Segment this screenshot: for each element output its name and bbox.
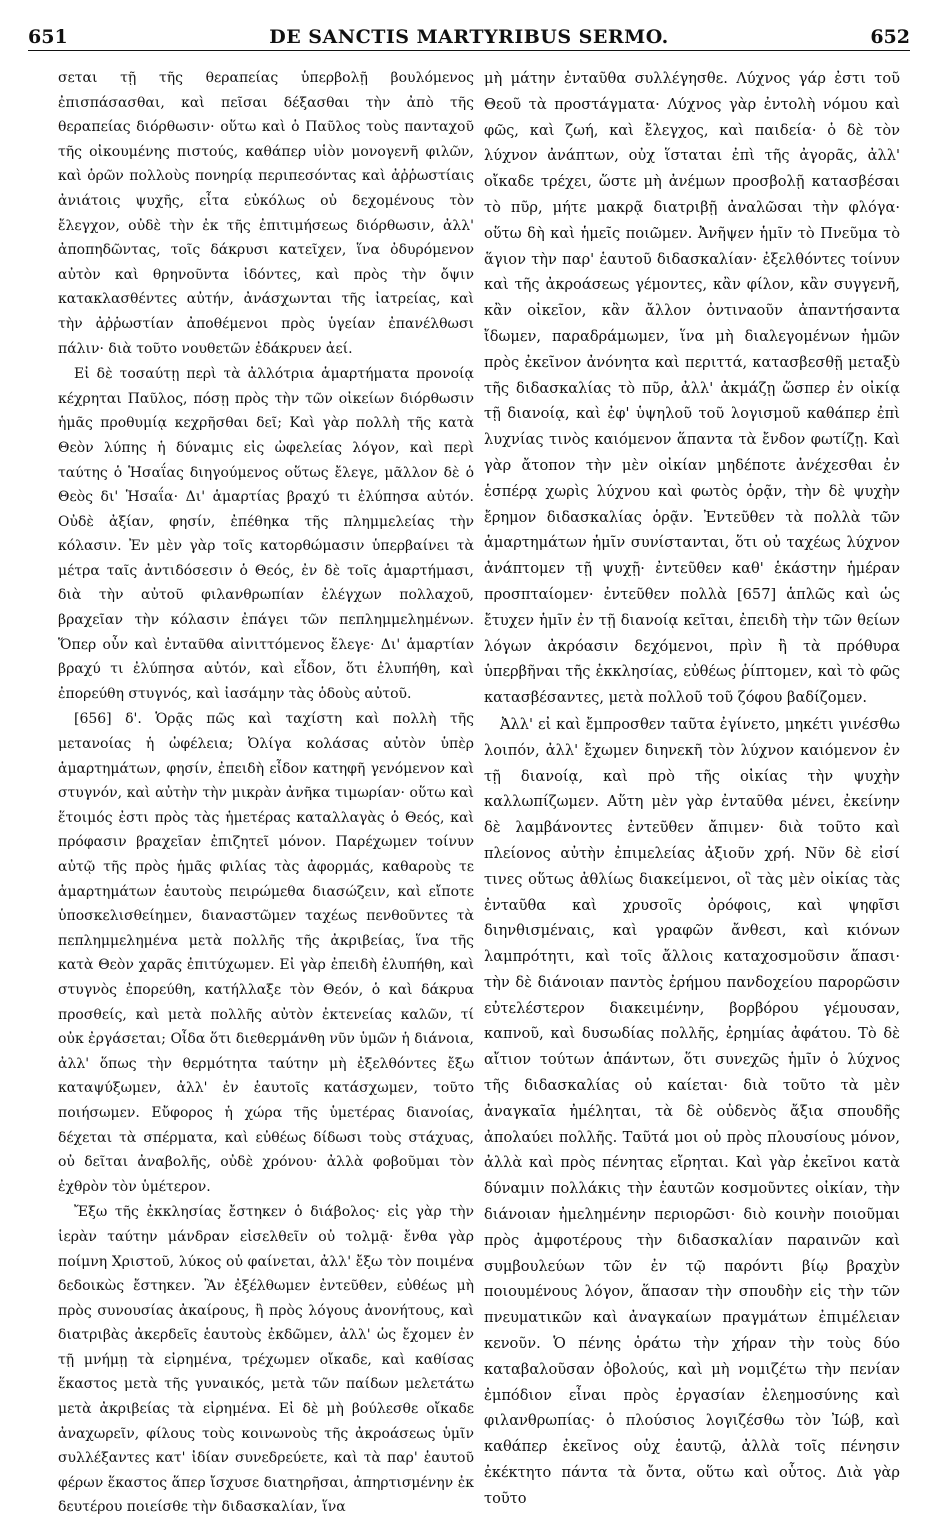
right-paragraph-1: μὴ μάτην ἐνταῦθα συλλέγησθε. Λύχνος γάρ ἐστι τοῦ Θεοῦ τὰ προστάγματα· Λύχνος γὰρ ἐντολὴ νόμου καὶ φῶς, καὶ ζωή, καὶ ἔλεγχος, καὶ παιδεία· ὁ δὲ τὸν λύχνον ἀνάπτων, οὐχ ἵσταται ἐπὶ τῆς ἀγορᾶς, ἀλλ' οἴκαδε τρέχει, ὥστε μὴ ἀνέμων προσβολῇ κατασβέσαι τὸ πῦρ, μήτε μακρᾷ διατριβῇ ἀναλῶσαι τὴν φλόγα· οὕτω δὴ καὶ ἡμεῖς ποιῶμεν. Ἀνῆψεν ἡμῖν τὸ Πνεῦμα τὸ ἅγιον τὴν παρ' ἑαυτοῦ διδασκαλίαν· ἐξελθόντες τοίνυν καὶ τῆς ἀκροάσεως γέμοντες, κἂν φίλον, κἂν συγγενῆ, κἂν οἰκεῖον, κἂν ἄλλον ὀντιναοῦν ἀπαντήσαντα ἴδωμεν, παραδράμωμεν, ἵνα μὴ διαλεγομένων ἡμῶν πρὸς ἐκεῖνον ἀνόνητα καὶ περιττά, κατασβεσθῇ μεταξὺ τῆς διδασκαλίας τὸ πῦρ, ἀλλ' ἀκμάζῃ ὥσπερ ἐν οἰκίᾳ τῇ διανοίᾳ, καὶ ἐφ' ὑψηλοῦ τοῦ λογισμοῦ καθάπερ ἐπὶ λυχνίας τινὸς καιόμενον ἅπαντα τὰ ἔνδον φωτίζῃ. Καὶ γὰρ ἄτοπον τὴν μὲν οἰκίαν μηδέποτε ἀνέχεσθαι ἐν ἑσπέρᾳ χωρὶς λύχνου καὶ φωτὸς ὁρᾷν, τὴν δὲ ψυχὴν ἔρημον διδασκαλίας ὁρᾷν. Ἐντεῦθεν τὰ πολλὰ τῶν ἁμαρτημάτων ἡμῖν συνίστανται, ὅτι οὐ ταχέως λύχνον ἀνάπτομεν τῇ ψυχῇ· ἐντεῦθεν καθ' ἑκάστην ἡμέραν προσπταίομεν· ἐντεῦθεν πολλὰ [657] ἁπλῶς καὶ ὡς ἔτυχεν ἡμῖν ἐν τῇ διανοίᾳ κεῖται, ἐπειδὴ τὴν τῶν θείων λόγων ἀκρόασιν δεχόμενοι, πρὶν ἢ τὰ πρόθυρα ὑπερβῆναι τῆς ἐκκλησίας, εὐθέως ῥίπτομεν, καὶ τὸ φῶς κατασβέσαντες, μετὰ πολλοῦ τοῦ ζόφου βαδίζομεν. <box>484 70 900 707</box>
left-column <box>58 66 474 1521</box>
left-paragraph-3: [656] δ'. Ὁρᾷς πῶς καὶ ταχίστη καὶ πολλὴ τῆς μετανοίας ἡ ὠφέλεια; Ὀλίγα κολάσας αὐτὸν ὑπὲρ ἁμαρτημάτων, φησίν, ἐπειδὴ εἶδον κατηφῆ γενόμενον καὶ στυγνόν, καὶ αὐτὴν τὴν μικρὰν ἀνῆκα τιμωρίαν· οὕτω καὶ ἕτοιμός ἐστι πρὸς τὰς ἡμετέρας καταλλαγὰς ὁ Θεός, καὶ πρόφασιν βραχεῖαν ἐπιζητεῖ μόνον. Παρέχωμεν τοίνυν αὐτῷ τῆς πρὸς ἡμᾶς φιλίας τὰς ἀφορμάς, καθαροὺς τε ἁμαρτημάτων ἑαυτοὺς πειρώμεθα διασώζειν, καὶ εἴποτε ὑποσκελισθείημεν, διαναστῶμεν ταχέως πενθοῦντες τὰ πεπλημμελημένα μετὰ πολλῆς τῆς ἀκριβείας, ἵνα τῆς κατὰ Θεὸν χαρᾶς ἐπιτύχωμεν. Εἰ γὰρ ἐπειδὴ ἐλυπήθη, καὶ στυγνὸς ἐπορεύθη, κατήλλαξε τὸν Θεόν, ὁ καὶ δάκρυα προσθείς, καὶ μετὰ πολλῆς αὐτὸν ἐκτενείας καλῶν, τί οὐκ ἐργάσεται; Οἶδα ὅτι διεθερμάνθη νῦν ὑμῶν ἡ διάνοια, ἀλλ' ὅπως τὴν θερμότητα ταύτην μὴ ἐξελθόντες ἔξω καταψύξωμεν, ἀλλ' ἐν ἑαυτοῖς κατάσχωμεν, τοῦτο ποιήσωμεν. Εὔφορος ἡ χώρα τῆς ὑμετέρας διανοίας, δέχεται τὰ σπέρματα, καὶ εὐθέως δίδωσι τοὺς στάχυας, οὐ δεῖται ἀναβολῆς, οὐδὲ χρόνου· ἀλλὰ φοβοῦμαι τὸν ἐχθρὸν τὸν ὑμέτερον. <box>58 711 474 1195</box>
running-title: DE SANCTIS MARTYRIBUS SERMO. <box>269 26 669 48</box>
page-number-right: 652 <box>870 26 910 48</box>
page-number-left: 651 <box>28 26 68 48</box>
left-paragraph-1: σεται τῇ τῆς θεραπείας ὑπερβολῇ βουλόμενος ἐπισπάσασθαι, καὶ πεῖσαι δέξασθαι τὴν ἀπὸ τῆς θεραπείας διόρθωσιν· οὕτω καὶ ὁ Παῦλος τοὺς πανταχοῦ τῆς οἰκουμένης πιστούς, καθάπερ υἱὸν μονογενῆ φιλῶν, καὶ ὁρῶν πολλοὺς πονηρίᾳ περιπεσόντας καὶ ἀῤῥωστίαις ἀνιάτοις ψυχῆς, εἶτα εὐκόλως οὐ δεχομένους τὸν ἔλεγχον, οὐδὲ τὴν ἐκ τῆς ἐπιτιμήσεως διόρθωσιν, ἀλλ' ἀποπηδῶντας, τοῖς δάκρυσι κατεῖχεν, ἵνα ὀδυρόμενον αὐτὸν καὶ θρηνοῦντα ἰδόντες, καὶ πρὸς τὴν ὄψιν κατακλασθέντες αὐτήν, ἀνάσχωνται τῆς ἰατρείας, καὶ τὴν ἀῤῥωστίαν ἀποθέμενοι πρὸς ὑγείαν ἐπανέλθωσι πάλιν· διὰ τοῦτο νουθετῶν ἐδάκρυεν ἀεί. <box>58 70 474 357</box>
left-paragraph-2: Εἰ δὲ τοσαύτῃ περὶ τὰ ἀλλότρια ἁμαρτήματα προνοίᾳ κέχρηται Παῦλος, πόσῃ πρὸς τὴν τῶν οἰκείων διόρθωσιν ἡμᾶς προθυμίᾳ κεχρῆσθαι δεῖ; Καὶ γὰρ πολλὴ τῆς κατὰ Θεὸν λύπης ἡ δύναμις εἰς ὠφελείας λόγον, καὶ περὶ ταύτης ὁ Ἡσαΐας διηγούμενος οὕτως ἔλεγε, μᾶλλον δὲ ὁ Θεὸς δι' Ἡσαΐα· Δι' ἁμαρτίας βραχύ τι ἐλύπησα αὐτόν. Οὐδὲ ἀξίαν, φησίν, ἐπέθηκα τῆς πλημμελείας τὴν κόλασιν. Ἐν μὲν γὰρ τοῖς κατορθώμασιν ὑπερβαίνει τὰ μέτρα ταῖς ἀντιδόσεσιν ὁ Θεός, ἐν δὲ τοῖς ἁμαρτήμασι, διὰ τὴν αὐτοῦ φιλανθρωπίαν ἐλέγχων πολλαχοῦ, βραχεῖαν τὴν κόλασιν ἐπάγει τῶν πεπλημμελημένων. Ὅπερ οὖν καὶ ἐνταῦθα αἰνιττόμενος ἔλεγε· Δι' ἁμαρτίαν βραχύ τι ἐλύπησα αὐτόν, καὶ εἶδον, ὅτι ἐλυπήθη, καὶ ἐπορεύθη στυγνός, καὶ ἰασάμην τὰς ὁδοὺς αὐτοῦ. <box>58 366 474 702</box>
page-header <box>28 20 910 51</box>
right-paragraph-2: Ἀλλ' εἰ καὶ ἔμπροσθεν ταῦτα ἐγίνετο, μηκέτι γινέσθω λοιπόν, ἀλλ' ἔχωμεν διηνεκῆ τὸν λύχνον καιόμενον ἐν τῇ διανοίᾳ, καὶ πρὸ τῆς οἰκίας τὴν ψυχὴν καλλωπίζωμεν. Αὕτη μὲν γὰρ ἐνταῦθα μένει, ἐκείνην δὲ λαμβάνοντες ἐντεῦθεν ἄπιμεν· διὰ τοῦτο καὶ πλείονος αὐτὴν ἐπιμελείας ἀξιοῦν χρή. Νῦν δὲ εἰσί τινες οὕτως ἀθλίως διακείμενοι, οἳ τὰς μὲν οἰκίας τὰς ἐνταῦθα καὶ χρυσοῖς ὀρόφοις, καὶ ψηφῖσι διηνθισμέναις, καὶ γραφῶν ἄνθεσι, καὶ κιόνων λαμπρότητι, καὶ τοῖς ἄλλοις καταχοσμοῦσιν ἅπασι· τὴν δὲ διάνοιαν παντὸς ἐρήμου πανδοχείου παρορῶσιν εὐτελέστερον διακειμένην, βορβόρου γέμουσαν, καπνοῦ, καὶ δυσωδίας πολλῆς, ἐρημίας ἀφάτου. Τὸ δὲ αἴτιον τούτων ἁπάντων, ὅτι συνεχῶς ἡμῖν ὁ λύχνος τῆς διδασκαλίας οὐ καίεται· διὰ τοῦτο τὰ μὲν ἀναγκαῖα ἠμέληται, τὰ δὲ οὐδενὸς ἄξια σπουδῆς ἀπολαύει πολλῆς. Ταῦτά μοι οὐ πρὸς πλουσίους μόνον, ἀλλὰ καὶ πρὸς πένητας εἴρηται. Καὶ γὰρ ἐκεῖνοι κατὰ δύναμιν πολλάκις τὴν ἑαυτῶν κοσμοῦντες οἰκίαν, τὴν διάνοιαν ἠμελημένην περιορῶσι· διὸ κοινὴν ποιοῦμαι πρὸς ἀμφοτέρους τὴν διδασκαλίαν παραινῶν καὶ συμβουλεύων τῶν ἐν τῷ παρόντι βίῳ βραχὺν ποιουμένους λόγον, ἅπασαν τὴν σπουδὴν εἰς τὴν τῶν πνευματικῶν καὶ ἀναγκαίων πραγμάτων ἐπιμέλειαν κενοῦν. Ὁ πένης ὁράτω τὴν χήραν τὴν τοὺς δύο καταβαλοῦσαν ὀβολούς, καὶ μὴ νομιζέτω τὴν πενίαν ἐμπόδιον εἶναι πρὸς ἐργασίαν ἐλεημοσύνης καὶ φιλανθρωπίας· ὁ πλούσιος λογιζέσθω τὸν Ἰώβ, καὶ καθάπερ ἐκεῖνος οὐχ ἑαυτῷ, ἀλλὰ τοῖς πένησιν ἐκέκτητο πάντα τὰ ὄντα, οὕτω καὶ οὗτος. Διὰ γὰρ τοῦτο <box>484 715 900 1507</box>
left-paragraph-4: Ἔξω τῆς ἐκκλησίας ἔστηκεν ὁ διάβολος· εἰς γὰρ τὴν ἱερὰν ταύτην μάνδραν εἰσελθεῖν οὐ τολμᾷ· ἔνθα γὰρ ποίμνη Χριστοῦ, λύκος οὐ φαίνεται, ἀλλ' ἔξω τὸν ποιμένα δεδοικὼς ἔστηκεν. Ἂν ἐξέλθωμεν ἐντεῦθεν, εὐθέως μὴ πρὸς συνουσίας ἀκαίρους, ἢ πρὸς λόγους ἀνονήτους, καὶ διατριβὰς ἀκερδεῖς ἑαυτοὺς ἐκδῶμεν, ἀλλ' ὡς ἔχομεν ἐν τῇ μνήμῃ τὰ εἰρημένα, τρέχωμεν οἴκαδε, καὶ καθίσας ἕκαστος μετὰ τῆς γυναικός, μετὰ τῶν παίδων μελετάτω μετὰ ἀκριβείας τὰ εἰρημένα. Εἰ δὲ μὴ βούλεσθε οἴκαδε ἀναχωρεῖν, φίλους τοὺς κοινωνοὺς τῆς ἀκροάσεως ὑμῖν συλλέξαντες κατ' ἰδίαν συνεδρεύετε, καὶ τὰ παρ' ἑαυτοῦ φέρων ἕκαστος ἅπερ ἴσχυσε διατηρῆσαι, ἀπηρτισμένην ἐκ δευτέρου ποιείσθε τὴν διδασκαλίαν, ἵνα <box>58 1204 474 1516</box>
right-column <box>484 66 900 1513</box>
